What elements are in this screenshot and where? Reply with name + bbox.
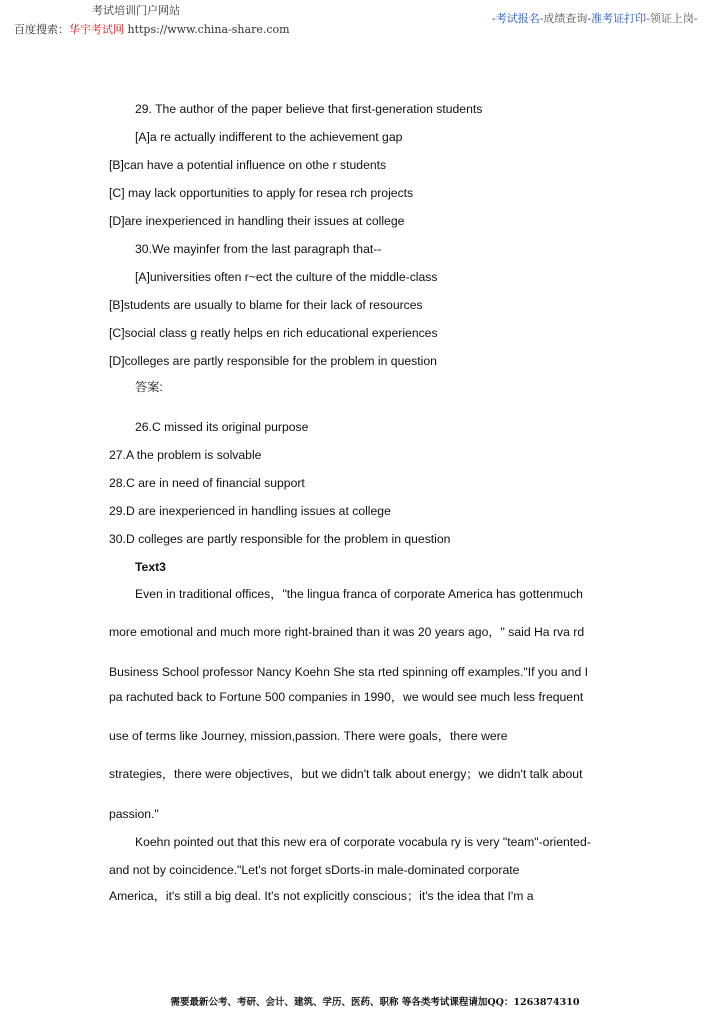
answer-29: 29.D are inexperienced in handling issues at college xyxy=(109,504,391,518)
brand-link[interactable]: 华宇考试网 xyxy=(69,23,124,36)
answer-26: 26.C missed its original purpose xyxy=(135,420,309,434)
answer-label: 答案: xyxy=(135,380,163,394)
score-query-link[interactable]: -成绩查询 xyxy=(539,12,588,25)
paragraph-1-line-4: pa rachuted back to Fortune 500 companies in 1990，we would see much less frequent xyxy=(109,690,584,704)
question-30-option-d: [D]colleges are partly responsible for the problem in question xyxy=(109,354,437,368)
question-30-option-c: [C]social class g reatly helps en rich educational experiences xyxy=(109,326,438,340)
footer-text: 需要最新公考、考研、会计、建筑、学历、医药、职称 等各类考试课程请加QQ：1263874310 xyxy=(170,997,580,1008)
answer-27: 27.A the problem is solvable xyxy=(109,448,262,462)
question-29-option-a: [A]a re actually indifferent to the achievement gap xyxy=(135,130,403,144)
site-url[interactable]: https://www.china-share.com xyxy=(127,23,290,36)
question-30: 30.We mayinfer from the last paragraph that-- xyxy=(135,242,382,256)
paragraph-1-line-7: passion." xyxy=(109,807,159,821)
question-29-option-d: [D]are inexperienced in handling their issues at college xyxy=(109,214,405,228)
paragraph-2-line-1: Koehn pointed out that this new era of corporate vocabula ry is very "team"-oriented- xyxy=(135,835,591,849)
footer-promo xyxy=(0,994,724,1008)
search-hint xyxy=(14,21,290,37)
paragraph-1-line-1: Even in traditional offices，"the lingua franca of corporate America has gottenmuch xyxy=(135,587,583,601)
header-nav xyxy=(492,10,698,26)
paragraph-2-line-3: America，it's still a big deal. It's not explicitly conscious；it's the idea that I'm a xyxy=(109,889,534,903)
exam-registration-link[interactable]: -考试报名 xyxy=(492,12,540,25)
question-30-option-b: [B]students are usually to blame for their lack of resources xyxy=(109,298,423,312)
text3-heading: Text3 xyxy=(135,560,166,574)
paragraph-1-line-2: more emotional and much more right-brained than it was 20 years ago，" said Ha rva rd xyxy=(109,625,585,639)
certificate-link[interactable]: -领证上岗- xyxy=(646,12,698,25)
paragraph-2-line-2: and not by coincidence."Let's not forget sDorts-in male-dominated corporate xyxy=(109,863,520,877)
search-label: 百度搜索： xyxy=(14,23,69,36)
paragraph-1-line-6: strategies，there were objectives，but we didn't talk about energy；we didn't talk about xyxy=(109,767,583,781)
question-29-option-c: [C] may lack opportunities to apply for resea rch projects xyxy=(109,186,414,200)
admission-ticket-link[interactable]: -准考证打印 xyxy=(587,12,647,25)
question-30-option-a: [A]universities often r~ect the culture of the middle-class xyxy=(135,270,438,284)
answer-28: 28.C are in need of financial support xyxy=(109,476,305,490)
question-29: 29. The author of the paper believe that first-generation students xyxy=(135,102,483,116)
paragraph-1-line-3: Business School professor Nancy Koehn She sta rted spinning off examples."If you and I xyxy=(109,665,589,679)
question-29-option-b: [B]can have a potential influence on othe r students xyxy=(109,158,387,172)
paragraph-1-line-5: use of terms like Journey, mission,passion. There were goals，there were xyxy=(109,729,508,743)
answer-30: 30.D colleges are partly responsible for the problem in question xyxy=(109,532,451,546)
site-title: 考试培训门户网站 xyxy=(92,4,180,17)
